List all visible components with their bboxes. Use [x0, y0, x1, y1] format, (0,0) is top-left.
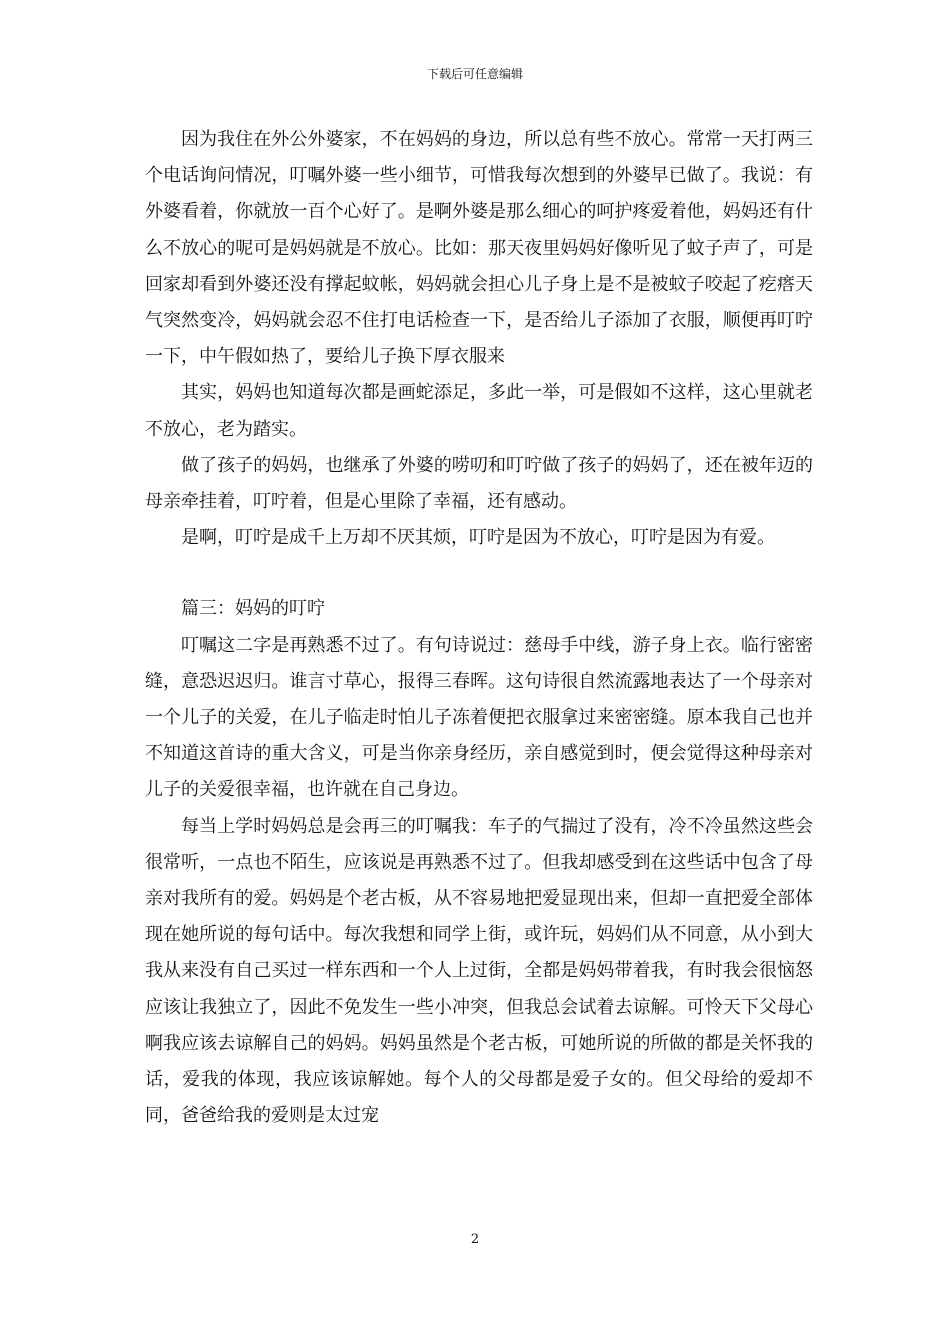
document-body — [145, 122, 813, 1134]
paragraph: 叮嘱这二字是再熟悉不过了。有句诗说过：慈母手中线，游子身上衣。临行密密缝，意恐迟迟归。谁言寸草心，报得三春晖。这句诗很自然流露地表达了一个母亲对一个儿子的关爱，在儿子临走时怕儿子冻着便把衣服拿过来密密缝。原本我自己也并不知道这首诗的重大含义，可是当你亲身经历，亲自感觉到时，便会觉得这种母亲对儿子的关爱很幸福，也许就在自己身边。 — [145, 634, 813, 801]
page-header: 下载后可任意编辑 — [426, 67, 523, 81]
paragraph: 是啊，叮咛是成千上万却不厌其烦，叮咛是因为不放心，叮咛是因为有爱。 — [181, 527, 775, 549]
paragraph: 做了孩子的妈妈，也继承了外婆的唠叨和叮咛做了孩子的妈妈了，还在被年迈的母亲牵挂着，叮咛着，但是心里除了幸福，还有感动。 — [145, 454, 813, 513]
paragraph: 因为我住在外公外婆家，不在妈妈的身边，所以总有些不放心。常常一天打两三个电话询问情况，叮嘱外婆一些小细节，可惜我每次想到的外婆早已做了。我说：有外婆看着，你就放一百个心好了。是啊外婆是那么细心的呵护疼爱着他，妈妈还有什么不放心的呢可是妈妈就是不放心。比如：那天夜里妈妈好像听见了蚊子声了，可是回家却看到外婆还没有撑起蚊帐，妈妈就会担心儿子身上是不是被蚊子咬起了疙瘩天气突然变冷，妈妈就会忍不住打电话检查一下，是否给儿子添加了衣服，顺便再叮咛一下，中午假如热了，要给儿子换下厚衣服来 — [145, 129, 813, 368]
section-heading: 篇三：妈妈的叮咛 — [181, 598, 325, 620]
paragraph: 其实，妈妈也知道每次都是画蛇添足，多此一举，可是假如不这样，这心里就老不放心，老为踏实。 — [145, 382, 813, 440]
page-number: 2 — [470, 1232, 480, 1247]
paragraph: 每当上学时妈妈总是会再三的叮嘱我：车子的气揣过了没有，冷不冷虽然这些会很常听，一点也不陌生，应该说是再熟悉不过了。但我却感受到在这些话中包含了母亲对我所有的爱。妈妈是个老古板，从不容易地把爱显现出来，但却一直把爱全部体现在她所说的每句话中。每次我想和同学上街，或许玩，妈妈们从不同意，从小到大我从来没有自己买过一样东西和一个人上过街，全都是妈妈带着我，有时我会很恼怒应该让我独立了，因此不免发生一些小冲突，但我总会试着去谅解。可怜天下父母心啊我应该去谅解自己的妈妈。妈妈虽然是个老古板，可她所说的所做的都是关怀我的话，爱我的体现，我应该谅解她。每个人的父母都是爱子女的。但父母给的爱却不同，爸爸给我的爱则是太过宠 — [145, 815, 813, 1127]
